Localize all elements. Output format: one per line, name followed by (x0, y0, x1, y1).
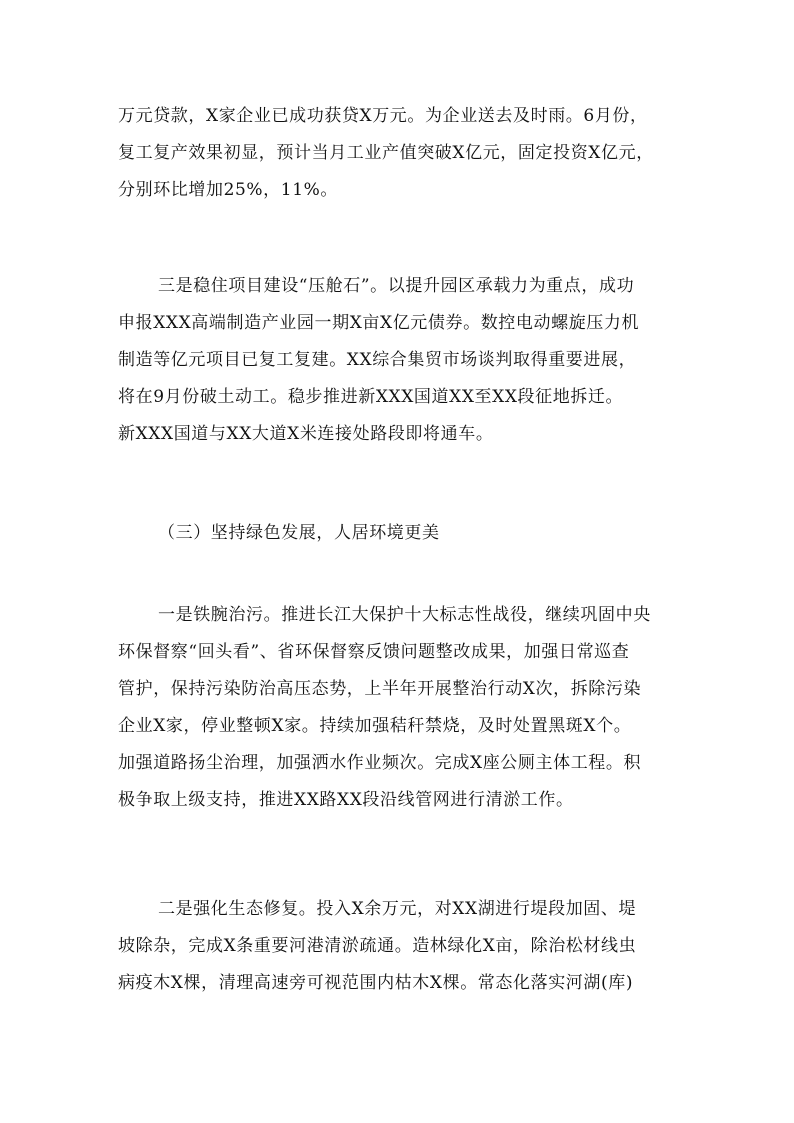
text-line: 将在9月份破土动工。稳步推进新XXX国道XX至XX段征地拆迁。 (118, 387, 624, 407)
text-line: 三是稳住项目建设“压舱石”。以提升园区承载力为重点，成功 (158, 276, 635, 296)
text-line: 极争取上级支持，推进XX路XX段沿线管网进行清淤工作。 (118, 790, 574, 810)
text-line: 病疫木X棵，清理高速旁可视范围内枯木X棵。常态化落实河湖(库) (118, 973, 634, 993)
text-line: 万元贷款，X家企业已成功获贷X万元。为企业送去及时雨。6月份， (118, 106, 648, 126)
section-heading: （三）坚持绿色发展，人居环境更美 (158, 523, 440, 543)
text-line: 坡除杂，完成X条重要河港清淤疏通。造林绿化X亩，除治松材线虫 (118, 936, 637, 956)
text-line: 新XXX国道与XX大道X米连接处路段即将通车。 (118, 424, 494, 444)
paragraph-pollution-control (118, 597, 688, 819)
paragraph-loans-and-recovery (118, 98, 688, 209)
text-line: 分别环比增加25%，11%。 (118, 180, 338, 200)
text-line: 申报XXX高端制造产业园一期X亩X亿元债券。数控电动螺旋压力机 (118, 313, 640, 333)
text-line: 环保督察“回头看”、省环保督察反馈问题整改成果，加强日常巡查 (118, 642, 630, 662)
text-line: 企业X家，停业整顿X家。持续加强秸秆禁烧，及时处置黑斑X个。 (118, 716, 632, 736)
text-line: 二是强化生态修复。投入X余万元，对XX湖进行堤段加固、堤 (158, 899, 637, 919)
paragraph-project-construction (118, 268, 688, 453)
text-line: 一是铁腕治污。推进长江大保护十大标志性战役，继续巩固中央 (158, 605, 651, 625)
text-line: 加强道路扬尘治理，加强洒水作业频次。完成X座公厕主体工程。积 (118, 753, 642, 773)
text-line: 管护，保持污染防治高压态势，上半年开展整治行动X次，拆除污染 (118, 679, 642, 699)
section-heading-green-development (118, 515, 688, 552)
text-line: 制造等亿元项目已复工复建。XX综合集贸市场谈判取得重要进展， (118, 350, 637, 370)
paragraph-ecological-restoration (118, 891, 688, 1002)
text-line: 复工复产效果初显，预计当月工业产值突破X亿元，固定投资X亿元， (118, 143, 654, 163)
